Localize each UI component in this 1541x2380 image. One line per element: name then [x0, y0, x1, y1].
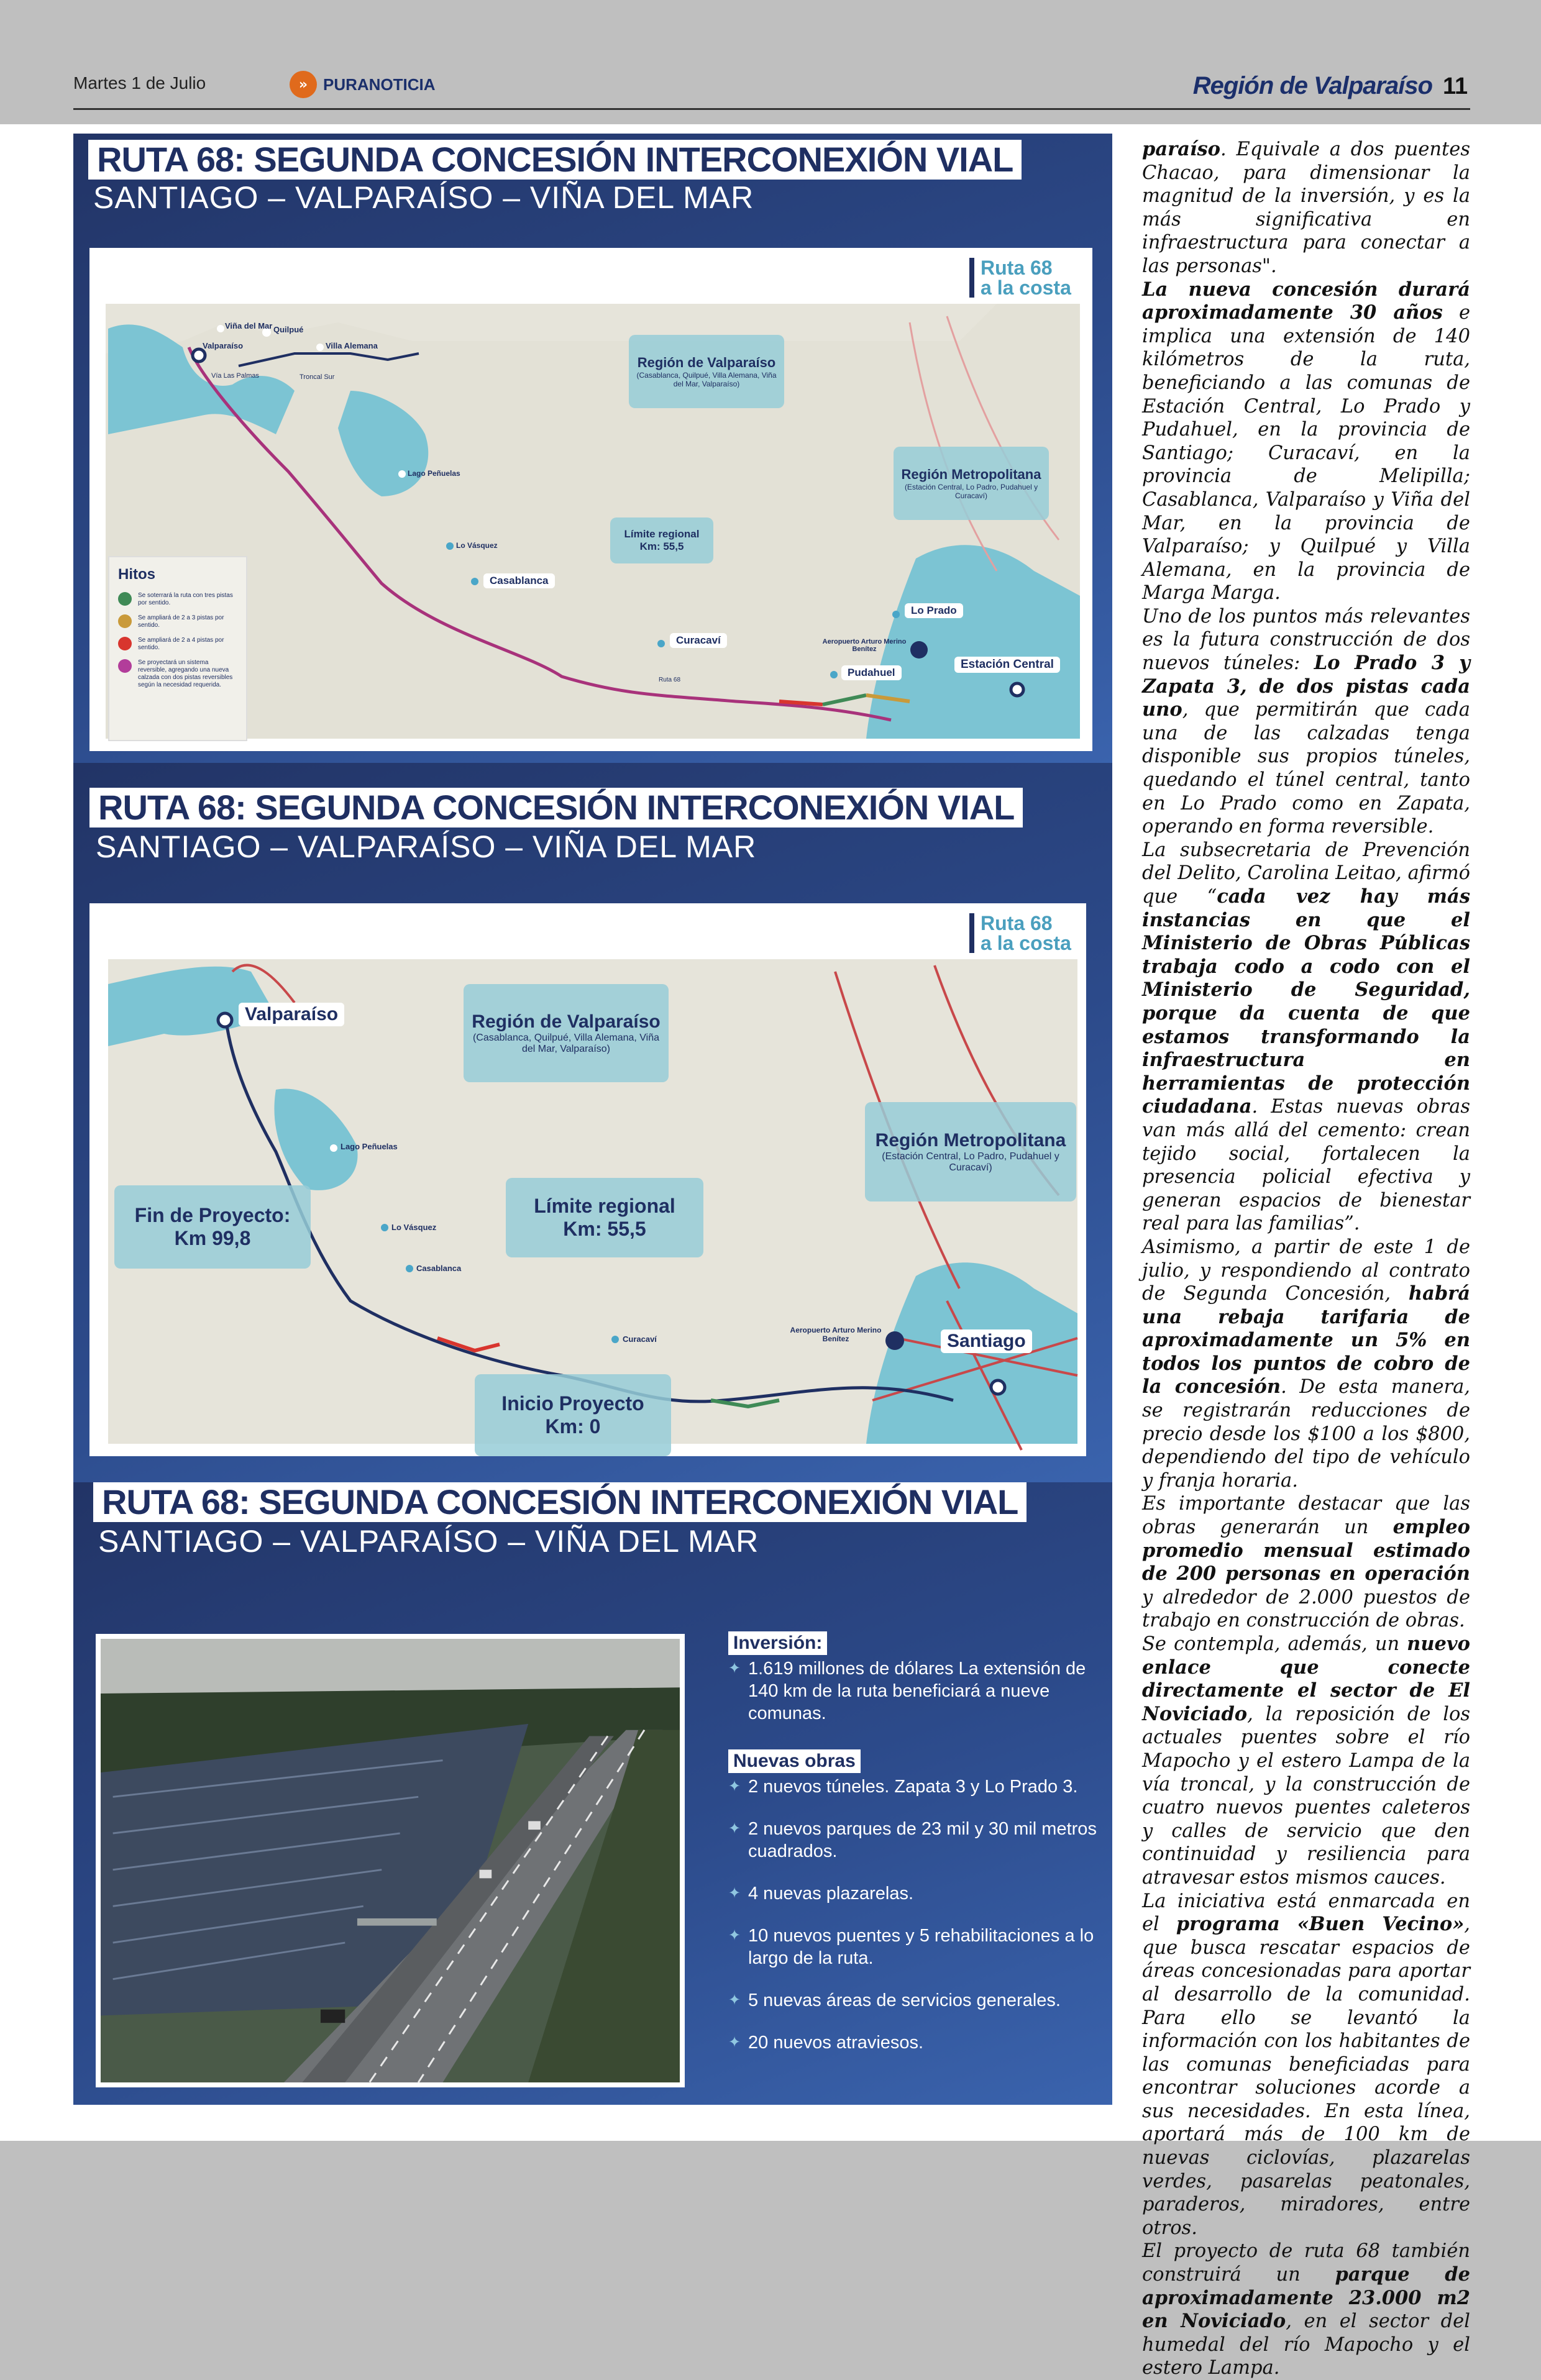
highway-aerial-photo	[96, 1634, 685, 2087]
ruta68-brand	[969, 913, 1071, 953]
region-metropolitana-sub: (Estación Central, Lo Padro, Pudahuel y Curacaví)	[882, 1151, 1059, 1173]
hitos-legend	[108, 556, 247, 741]
panel-title: RUTA 68: SEGUNDA CONCESIÓN INTERCONEXIÓN VIAL	[89, 788, 1023, 828]
region-metropolitana-title: Región Metropolitana	[901, 467, 1041, 482]
label-lo-vasquez: Lo Vásquez	[391, 1223, 437, 1232]
legend-title: Hitos	[118, 566, 155, 583]
body-text: La subsecretaria de Prevención del Delito, Carolina Leitao, afirmó que “	[1142, 839, 1470, 908]
fin-proyecto-box	[114, 1185, 311, 1269]
map-2	[89, 903, 1086, 1456]
header-section: Región de Valparaíso	[1192, 72, 1432, 99]
body-text: Se contempla, además, un	[1142, 1633, 1407, 1655]
region-valparaiso-title: Región de Valparaíso	[637, 355, 776, 370]
label-vina: Viña del Mar	[225, 321, 273, 331]
header-date: Martes 1 de Julio	[73, 73, 206, 93]
panel-subtitle: SANTIAGO – VALPARAÍSO – VIÑA DEL MAR	[96, 829, 757, 864]
inicio-proyecto-line2: Km: 0	[545, 1415, 601, 1438]
panel-title: RUTA 68: SEGUNDA CONCESIÓN INTERCONEXIÓN VIAL	[88, 140, 1022, 180]
article-paragraph	[1142, 2240, 1470, 2380]
label-lago-penuelas: Lago Peñuelas	[408, 469, 460, 478]
bold-text: paraíso	[1142, 138, 1221, 160]
obras-item: ✦ 10 nuevos puentes y 5 rehabilitaciones a lo largo de la ruta.	[728, 1925, 1101, 1969]
body-text: , la reposición de los actuales puentes sobre el río Mapocho y el estero Lampa de la vía troncal, y la construcción de cuatro nuevos puentes caleteros y calles de servicio que den continuidad y resiliencia para atravesar estos mismos cauces.	[1142, 1703, 1470, 1889]
bold-text: Lo Prado 3 y Zapata 3, de dos pistas cada uno	[1142, 652, 1470, 721]
article-paragraph	[1142, 1633, 1470, 1890]
bold-text: programa «Buen Vecino»	[1176, 1913, 1465, 1936]
logo-text: PURANOTICIA	[323, 75, 436, 94]
brand-line-1: Ruta 68	[981, 257, 1053, 279]
label-lo-vasquez: Lo Vásquez	[456, 541, 498, 550]
body-text: , que busca rescatar espacios de áreas concesionadas para aportar al desarrollo de la comunidad. Para ello se levantó la información con los habitantes de las comunas beneficiadas para encontrar soluciones acorde a sus necesidades. En esta línea, aportará más de 100 km de nuevas ciclovías, plazarelas verdes, pasarelas peatonales, paraderos, miradores, entre otros.	[1142, 1913, 1470, 2239]
top-margin	[0, 0, 1541, 124]
body-text: El proyecto de ruta 68 también construirá un	[1142, 2240, 1470, 2286]
label-aeropuerto: Aeropuerto Arturo Merino Benítez	[822, 638, 907, 653]
body-text: . De esta manera, se registrarán reducciones de precio desde los $100 a los $800, dependiendo del tipo de vehículo y franja horaria.	[1142, 1376, 1470, 1492]
brand-line-2: a la costa	[981, 276, 1071, 299]
body-text: . Estas nuevas obras van más allá del cemento: crean tejido social, fortalecen la presencia policial efectiva y generan espacios de bienestar real para las familias”.	[1142, 1096, 1470, 1235]
limite-regional-line2: Km: 55,5	[639, 540, 684, 552]
fin-proyecto-line2: Km 99,8	[174, 1227, 251, 1249]
body-text: Asimismo, a partir de este 1 de julio, y respondiendo al contrato de Segunda Concesión,	[1142, 1236, 1470, 1305]
map-panel-1	[73, 134, 1112, 763]
bold-text: empleo promedio mensual estimado de 200 personas en operación	[1142, 1516, 1470, 1585]
label-quilpue: Quilpué	[273, 325, 304, 334]
article-paragraph	[1142, 1890, 1470, 2240]
article-paragraph	[1142, 1236, 1470, 1493]
region-valparaiso-title: Región de Valparaíso	[472, 1011, 661, 1032]
legend-item	[118, 637, 237, 652]
bold-text: habrá una rebaja tarifaria de aproximadamente un 5% en todos los puntos de cobro de la concesión	[1142, 1282, 1470, 1398]
limite-regional-box	[610, 517, 713, 563]
body-text: , que permitirán que cada una de las calzadas tenga disponible sus propios túneles, quedando el túnel central, tanto en Lo Prado como en Zapata, operando en forma reversible.	[1142, 699, 1470, 838]
region-valparaiso-box	[464, 984, 669, 1082]
inicio-proyecto-line1: Inicio Proyecto	[501, 1392, 644, 1415]
label-santiago: Santiago	[941, 1329, 1032, 1353]
label-ruta68: Ruta 68	[659, 677, 681, 683]
label-las-palmas: Vía Las Palmas	[211, 372, 260, 380]
obras-item: ✦ 5 nuevas áreas de servicios generales.	[728, 1989, 1101, 2012]
header-rule	[73, 108, 1470, 110]
info-panel	[73, 1482, 1112, 2105]
panel-subtitle: SANTIAGO – VALPARAÍSO – VIÑA DEL MAR	[93, 180, 754, 215]
bold-text: parque de aproximadamente 23.000 m2 en Noviciado	[1142, 2263, 1470, 2333]
legend-dot	[118, 592, 132, 606]
inicio-proyecto-box	[475, 1374, 671, 1456]
body-text: La iniciativa está enmarcada en el	[1142, 1890, 1470, 1936]
region-valparaiso-box	[629, 335, 784, 408]
label-casablanca: Casablanca	[483, 573, 555, 588]
region-valparaiso-sub: (Casablanca, Quilpué, Villa Alemana, Viña del Mar, Valparaíso)	[636, 371, 777, 388]
label-villa-alemana: Villa Alemana	[326, 341, 378, 350]
label-pudahuel: Pudahuel	[841, 665, 902, 680]
region-metropolitana-title: Región Metropolitana	[875, 1130, 1066, 1151]
map-1	[89, 248, 1092, 751]
legend-item	[118, 614, 237, 629]
article-paragraph	[1142, 605, 1470, 839]
legend-item	[118, 592, 237, 607]
article-paragraph	[1142, 278, 1470, 605]
inversion-heading: Inversión:	[728, 1631, 827, 1655]
body-text: e implica una extensión de 140 kilómetros de la ruta, beneficiando a las comunas de Estación Central, Lo Prado y Pudahuel, en la provincia de Santiago; Curacaví, en la provincia de Melipilla; Casablanca, Valparaíso y Viña del Mar, en la provincia de Valparaíso; y Quilpué y Villa Alemana, en la provincia de Marga Marga.	[1142, 302, 1471, 604]
obras-item: ✦ 2 nuevos túneles. Zapata 3 y Lo Prado 3.	[728, 1776, 1101, 1798]
obras-item: ✦ 4 nuevas plazarelas.	[728, 1882, 1101, 1905]
panel-title: RUTA 68: SEGUNDA CONCESIÓN INTERCONEXIÓN VIAL	[93, 1482, 1027, 1522]
map-panel-2	[73, 763, 1112, 1482]
legend-text: Se ampliará de 2 a 4 pistas por sentido.	[138, 637, 224, 651]
article-paragraph	[1142, 1492, 1470, 1633]
limite-regional-line2: Km: 55,5	[563, 1218, 646, 1240]
label-curacavi: Curacaví	[623, 1334, 657, 1344]
legend-dot	[118, 659, 132, 673]
label-valparaiso: Valparaíso	[239, 1003, 344, 1026]
obras-heading: Nuevas obras	[728, 1749, 861, 1773]
article-paragraph	[1142, 839, 1470, 1236]
label-casablanca: Casablanca	[416, 1264, 462, 1273]
label-troncal-sur: Troncal Sur	[300, 373, 335, 381]
label-valparaiso: Valparaíso	[203, 341, 244, 350]
limite-regional-line1: Límite regional	[534, 1195, 675, 1217]
obras-item: ✦ 20 nuevos atraviesos.	[728, 2031, 1101, 2054]
inversion-item: ✦ 1.619 millones de dólares La extensión de 140 km de la ruta beneficiará a nueve comunas.	[728, 1657, 1101, 1725]
body-text: y alrededor de 2.000 puestos de trabajo en construcción de obras.	[1142, 1586, 1470, 1632]
logo-arrows-icon: »	[290, 71, 317, 98]
region-metropolitana-box	[894, 447, 1049, 520]
region-valparaiso-sub: (Casablanca, Quilpué, Villa Alemana, Viña del Mar, Valparaíso)	[472, 1033, 660, 1054]
legend-text: Se ampliará de 2 a 3 pistas por sentido.	[138, 614, 224, 629]
bold-text: La nueva concesión durará aproximadamente 30 años	[1142, 278, 1470, 324]
region-metropolitana-sub: (Estación Central, Lo Padro, Pudahuel y Curacaví)	[904, 483, 1038, 500]
fin-proyecto-line1: Fin de Proyecto:	[134, 1204, 291, 1226]
ruta68-brand	[969, 258, 1071, 298]
article-column	[1142, 138, 1470, 2380]
label-curacavi: Curacaví	[670, 633, 727, 648]
brand-line-2: a la costa	[981, 932, 1071, 954]
photo-graphic	[101, 1639, 680, 2082]
info-list	[728, 1631, 1101, 2054]
legend-text: Se proyectará un sistema reversible, agregando una nueva calzada con dos pistas reversibles según la necesidad requerida.	[138, 659, 233, 688]
label-aeropuerto: Aeropuerto Arturo Merino Benítez	[790, 1326, 882, 1343]
legend-text: Se soterrará la ruta con tres pistas por sentido.	[138, 592, 233, 606]
legend-dot	[118, 614, 132, 628]
body-text: Uno de los puntos más relevantes es la futura construcción de dos nuevos túneles:	[1142, 605, 1470, 675]
body-text: . Equivale a dos puentes Chacao, para dimensionar la magnitud de la inversión, y es la más significativa en infraestructura para conectar a las personas".	[1142, 139, 1470, 277]
brand-line-1: Ruta 68	[981, 912, 1053, 934]
label-lago-penuelas: Lago Peñuelas	[341, 1142, 398, 1151]
article-paragraph	[1142, 138, 1470, 278]
page-number: 11	[1443, 73, 1468, 99]
limite-regional-line1: Límite regional	[624, 528, 700, 540]
limite-regional-box	[506, 1178, 703, 1257]
panel-subtitle: SANTIAGO – VALPARAÍSO – VIÑA DEL MAR	[98, 1524, 759, 1559]
region-metropolitana-box	[865, 1102, 1076, 1201]
legend-item	[118, 659, 237, 689]
header-logo	[290, 71, 436, 98]
label-lo-prado: Lo Prado	[905, 603, 963, 618]
bold-text: nuevo enlace que conecte directamente el sector de El Noviciado	[1142, 1633, 1470, 1725]
label-estacion-central: Estación Central	[954, 657, 1060, 673]
bold-text: cada vez hay más instancias en que el Ministerio de Obras Públicas trabaja codo a codo con el Ministerio de Seguridad, porque da cuenta de que estamos transformando la infraestructura en herramientas de protección ciudadana	[1142, 885, 1470, 1118]
body-text: , en el sector del humedal del río Mapocho y el estero Lampa.	[1142, 2310, 1470, 2379]
body-text: Es importante destacar que las obras generarán un	[1142, 1493, 1470, 1539]
legend-dot	[118, 637, 132, 650]
obras-item: ✦ 2 nuevos parques de 23 mil y 30 mil metros cuadrados.	[728, 1818, 1101, 1863]
